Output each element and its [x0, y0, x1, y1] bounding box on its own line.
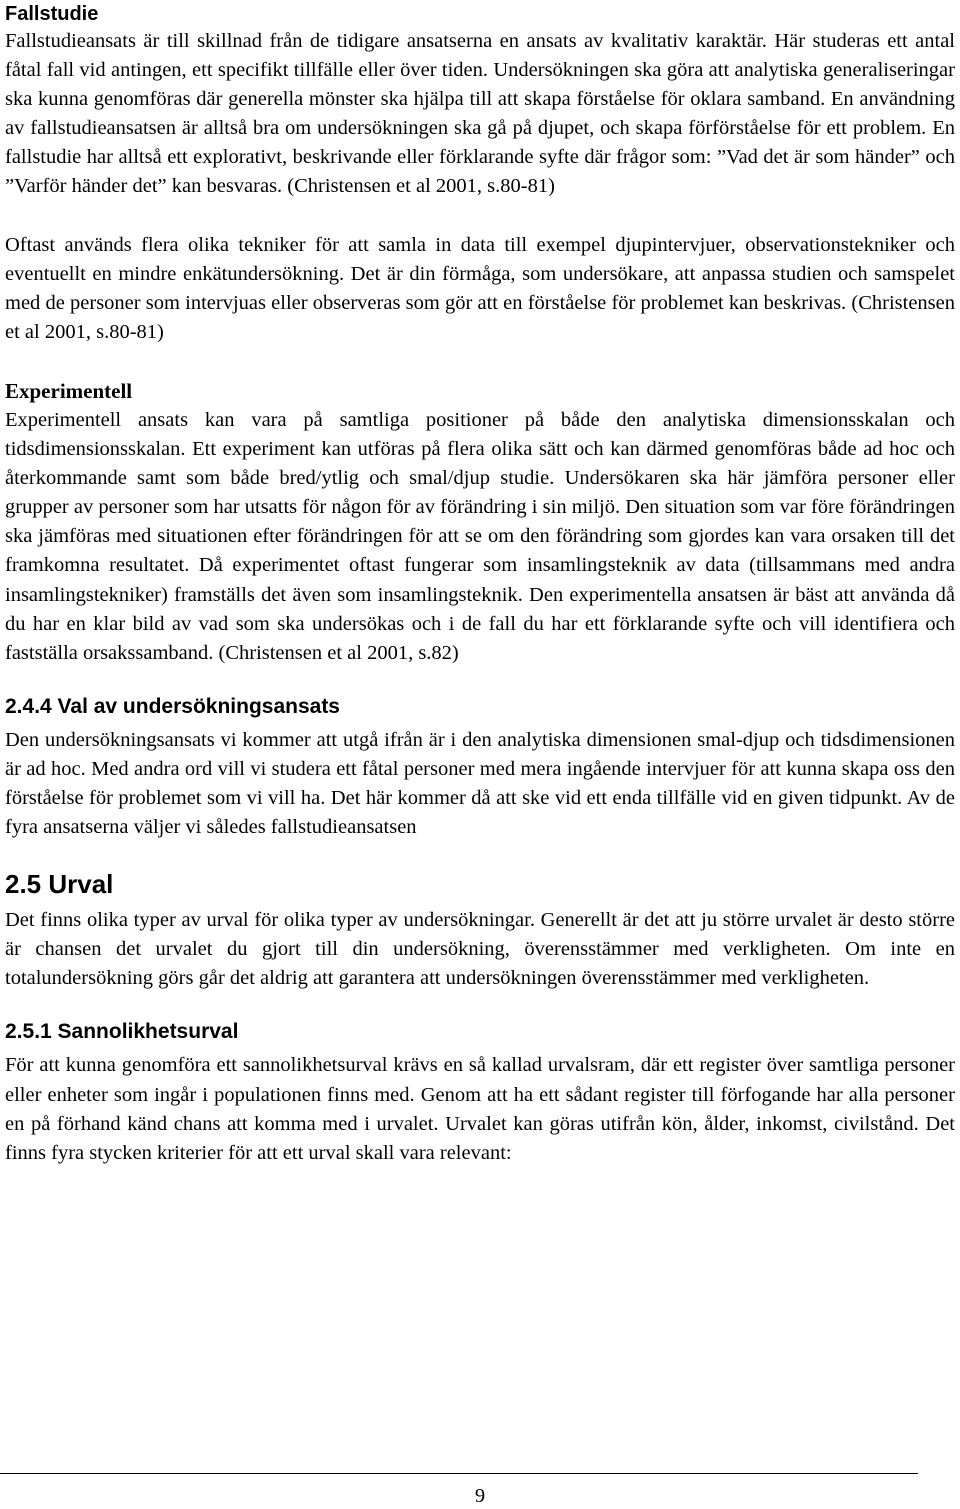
paragraph-fallstudie-2: Oftast används flera olika tekniker för att samla in data till exempel djupintervjuer, observationstekniker och eventuellt en mindre enkätundersökning. Det är din förmåga, som undersökare, att anpassa studien och samspelet med de personer som intervjuas eller observeras som gör att en förståelse för problemet kan beskrivas. (Christensen et al 2001, s.80-81): [5, 233, 955, 343]
heading-experimentell: Experimentell: [5, 378, 133, 403]
document-page: [5, 0, 955, 1168]
paragraph-val: Den undersökningsansats vi kommer att utgå ifrån är i den analytiska dimensionen smal-djup och tidsdimensionen är ad hoc. Med andra ord vill vi studera ett fåtal personer med mera ingående intervjuer för att kunna skapa oss den förståelse för problemet som vi vill ha. Det här kommer då att ske vid ett enda tillfälle vid en given tidpunkt. Av de fyra ansatserna väljer vi således fallstudieansatsen: [5, 728, 955, 839]
paragraph-sannolikhetsurval: För att kunna genomföra ett sannolikhetsurval krävs en så kallad urvalsram, där ett register över samtliga personer eller enheter som ingår i populationen finns med. Genom att ha ett sådant register till förfogande har alla personer en på förhand känd chans att komma med i urvalet. Urvalet kan göras utifrån kön, ålder, inkomst, civilstånd. Det finns fyra stycken kriterier för att ett urval skall vara relevant:: [5, 1054, 955, 1164]
heading-urval: 2.5 Urval: [5, 869, 114, 900]
paragraph-experimentell: Experimentell ansats kan vara på samtliga positioner på både den analytiska dimensionsskalan och tidsdimensionsskalan. Ett experiment kan utföras på flera olika sätt och kan därmed genomföras både ad hoc och återkommande samt som både bred/ytlig och smal/djup studie. Undersökaren ska här jämföra personer eller grupper av personer som har utsatts för någon för av förändring i sin miljö. Den situation som var före förändringen ska jämföras med situationen efter förändringen för att se om den förändring som gjordes kan vara orsaken till det framkomna resultatet. Då experimentet oftast fungerar som insamlingsteknik av data (tillsammans med andra insamlingstekniker) framställs det även som insamlingsteknik. Den experimentella ansatsen är bäst att använda då du har en klar bild av vad som ska undersökas och i de fall du har ett förklarande syfte och vill identifiera och fastställa orsakssamband. (Christensen et al 2001, s.82): [5, 408, 955, 664]
footer-divider: [0, 1473, 918, 1474]
heading-sannolikhetsurval: 2.5.1 Sannolikhetsurval: [5, 1020, 239, 1044]
page-number: 9: [474, 1485, 486, 1507]
paragraph-urval: Det finns olika typer av urval för olika typer av undersökningar. Generellt är det att ju större urvalet är desto större är chansen det urvalet du gjort till din undersökning, överensstämmer med verkligheten. Om inte en totalundersökning görs går det aldrig att garantera att undersökningen överensstämmer med verkligheten.: [5, 909, 955, 990]
heading-fallstudie: Fallstudie: [5, 3, 99, 25]
paragraph-fallstudie-1: Fallstudieansats är till skillnad från de tidigare ansatserna en ansats av kvalitativ karaktär. Här studeras ett antal fåtal fall vid antingen, ett specifikt tillfälle eller över tiden. Undersökningen ska göra att analytiska generaliseringar ska kunna genomföras där generella mönster ska hjälpa till att skapa förståelse för oklara samband. En användning av fallstudieansatsen är alltså bra om undersökningen ska gå på djupet, och skapa förförståelse för ett problem. En fallstudie har alltså ett explorativt, beskrivande eller förklarande syfte där frågor som: ”Vad det är som händer” och ”Varför händer det” kan besvaras. (Christensen et al 2001, s.80-81): [5, 30, 955, 198]
heading-val-av-undersokningsansats: 2.4.4 Val av undersökningsansats: [5, 694, 340, 718]
